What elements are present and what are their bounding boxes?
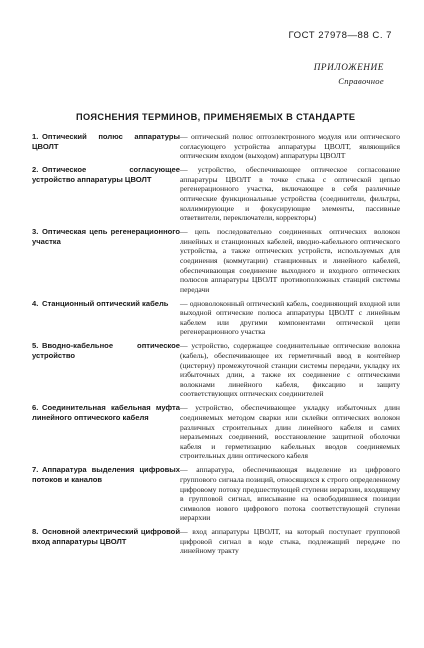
term-name [32, 227, 180, 246]
term-label: Основной электрический цифровой вход аппаратуры ЦВОЛТ [32, 527, 180, 546]
term-entry [32, 299, 400, 337]
term-entry [32, 132, 400, 161]
page-title: ПОЯСНЕНИЯ ТЕРМИНОВ, ПРИМЕНЯЕМЫХ В СТАНДАРТЕ [76, 112, 356, 122]
term-definition: — устройство, обеспечивающее укладку избыточных длин соединяемых методом сварки или склейки оптических волокон различных строительных длин линейного кабеля и самих неразъемных соединений, восстановление защитной оболочки кабеля и герметизацию кабельных вводов соединяемых строительных длин оптического кабеля [180, 403, 400, 461]
term-entry [32, 165, 400, 223]
gost-page-header: ГОСТ 27978—88 С. 7 [288, 30, 392, 41]
term-name [32, 403, 180, 422]
term-number: 2. [32, 165, 39, 175]
terms-list [32, 132, 400, 560]
term-entry [32, 465, 400, 523]
term-definition: — устройство, содержащее соединительные оптические волокна (кабель), обеспечивающее их герметичный ввод в контейнер (цистерну) промежуточной станции системы передачи, укладку их избыточных длин, а также их соединение с оптическими волокнами линейного кабеля, фиксацию и защиту соответствующих оптических соединителей [180, 341, 400, 399]
term-label: Соединительная кабельная муфта линейного оптического кабеля [32, 403, 180, 422]
term-definition: — вход аппаратуры ЦВОЛТ, на который поступает групповой цифровой сигнал в коде стыка, подлежащий передаче по линейному тракту [180, 527, 400, 556]
term-number: 1. [32, 132, 39, 141]
term-number: 6. [32, 403, 39, 413]
appendix-title: ПРИЛОЖЕНИЕ [313, 62, 384, 72]
term-definition: — аппаратура, обеспечивающая выделение из цифрового группового сигнала позиций, относящихся к строго определенному цифровому потоку предшествующей ступени иерархии, входящему в групповой сигнал, вписывание на освободившиеся позиции символов нового цифрового потока соответствующей ступени иерархии [180, 465, 400, 523]
term-name [32, 465, 180, 484]
appendix-label [314, 60, 384, 88]
term-label: Станционный оптический кабель [42, 298, 169, 308]
term-definition: — цепь последовательно соединенных оптических волокон линейных и станционных кабелей, вводно-кабельного оптического устройства, а также оптических устройств, используемых для соединения (коммутации) станционных и линейного кабелей, обеспечивающая соединение выходного и входного оптических полюсов аппаратуры ЦВОЛТ противоположных станций системы передачи [180, 227, 400, 294]
term-label: Оптическое согласующее устройство аппаратуры ЦВОЛТ [32, 165, 180, 184]
term-name [32, 527, 180, 546]
term-entry [32, 341, 400, 399]
term-label: Оптический полюс аппаратуры ЦВОЛТ [32, 132, 180, 151]
term-number: 5. [32, 341, 39, 351]
term-label: Оптическая цепь регенерационного участка [32, 227, 180, 246]
term-name [32, 341, 180, 360]
term-name [32, 165, 180, 184]
term-entry [32, 403, 400, 461]
term-definition: — устройство, обеспечивающее оптическое согласование аппаратуры ЦВОЛТ в точке стыка с оптической цепью регенерационного участка, включающее в себя различные оптические функциональные устройства (соединители, фильтры, коллимирующие и фокусирующие элементы, пассивные ответвители, переключатели, корректоры) [180, 165, 400, 223]
term-name [32, 299, 180, 309]
term-name [32, 132, 180, 151]
term-definition: — оптический полюс оптоэлектронного модуля или оптического согласующего устройства аппаратуры ЦВОЛТ, являющийся оптическим входом (выходом) аппаратуры ЦВОЛТ [180, 132, 400, 161]
term-entry [32, 527, 400, 556]
term-label: Аппаратура выделения цифровых потоков и каналов [32, 465, 180, 484]
term-number: 7. [32, 465, 39, 475]
term-number: 4. [32, 298, 39, 308]
term-number: 8. [32, 527, 39, 537]
term-definition: — одноволоконный оптический кабель, соединяющий входной или выходной оптические полюса аппаратуры ЦВОЛТ с линейным кабелем или другими компонентами оптической цепи регенерационного участка [180, 298, 400, 337]
term-label: Вводно-кабельное оптическое устройство [32, 341, 180, 361]
appendix-reference-type: Справочное [338, 76, 384, 86]
term-number: 3. [32, 227, 39, 237]
term-entry [32, 227, 400, 294]
